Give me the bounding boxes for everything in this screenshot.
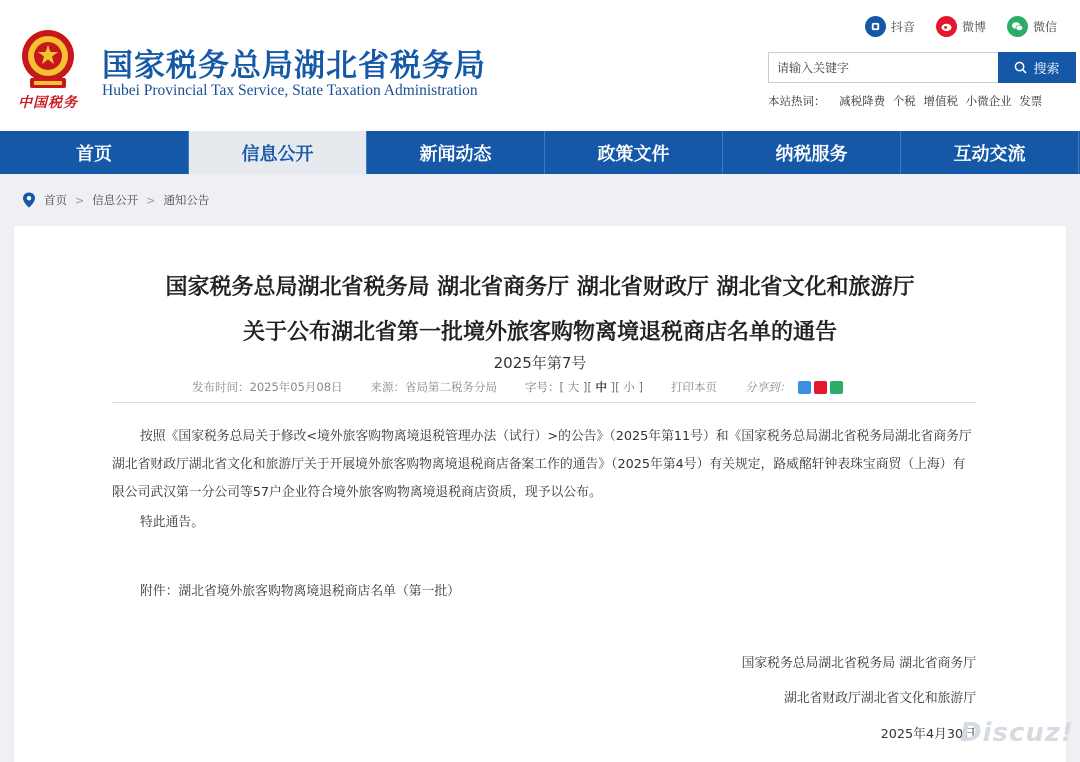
wechat-link[interactable] (1007, 16, 1057, 37)
watermark: Discuz! (960, 718, 1074, 748)
signature-line1: 国家税务总局湖北省税务局 湖北省商务厅 (741, 656, 976, 671)
article-meta: 发布时间：2025年05月08日 来源：省局第二税务分局 字号： [ 大 ] [ 中 ] [ 小 ] 打印本页 分享到： (192, 379, 843, 395)
logo-script: 中国税务 (18, 95, 78, 111)
hot-word[interactable]: 增值税 (923, 94, 958, 108)
location-pin-icon (22, 192, 36, 208)
search-button-label: 搜索 (1033, 62, 1060, 77)
meta-divider (112, 402, 976, 403)
wechat-icon (1007, 16, 1028, 37)
nav-item-news[interactable]: 新闻动态 (367, 131, 545, 174)
article-paragraph: 特此通告。 (140, 515, 204, 530)
hot-words-label: 本站热词： (768, 94, 826, 108)
hot-word[interactable]: 发票 (1019, 94, 1043, 108)
breadcrumb-home[interactable]: 首页 (44, 193, 67, 207)
print-page-link[interactable]: 打印本页 (670, 380, 717, 394)
site-header (0, 0, 1080, 131)
breadcrumb-current[interactable]: 通知公告 (163, 193, 210, 207)
article-title-line2: 关于公布湖北省第一批境外旅客购物离境退税商店名单的通告 (242, 320, 837, 345)
breadcrumb (22, 192, 209, 208)
font-size-label: 字号： (525, 380, 560, 394)
douyin-label: 抖音 (891, 20, 916, 34)
hot-word[interactable]: 个税 (892, 94, 916, 108)
font-size-medium[interactable]: 中 (595, 380, 608, 394)
article-source: 来源：省局第二税务分局 (370, 380, 498, 394)
chevron-right-icon: > (146, 193, 156, 207)
article-panel (14, 226, 1066, 762)
signature-date: 2025年4月30日 (880, 727, 976, 742)
hot-words (768, 93, 1046, 109)
nav-item-info-disclosure[interactable]: 信息公开 (189, 131, 367, 174)
publish-date: 发布时间：2025年05月08日 (192, 380, 343, 394)
document-number: 2025年第7号 (493, 354, 587, 372)
weibo-link[interactable] (936, 16, 986, 37)
main-nav (0, 131, 1080, 174)
hot-word[interactable]: 小微企业 (965, 94, 1012, 108)
site-title[interactable]: 国家税务总局湖北省税务局 (102, 48, 486, 84)
nav-item-home[interactable]: 首页 (0, 131, 189, 174)
signature-line2: 湖北省财政厅湖北省文化和旅游厅 (784, 691, 976, 706)
share-weibo-icon[interactable] (814, 381, 827, 394)
weibo-icon (936, 16, 957, 37)
tax-emblem-icon[interactable] (16, 26, 80, 92)
share-qzone-icon[interactable] (798, 381, 811, 394)
search-button[interactable] (998, 52, 1076, 83)
font-size-small[interactable]: 小 (623, 380, 635, 394)
nav-item-interaction[interactable]: 互动交流 (901, 131, 1079, 174)
breadcrumb-info[interactable]: 信息公开 (92, 193, 139, 207)
article-title-line1: 国家税务总局湖北省税务局 湖北省商务厅 湖北省财政厅 湖北省文化和旅游厅 (165, 275, 915, 300)
site-subtitle: Hubei Provincial Tax Service, State Taxation Administration (102, 82, 478, 99)
nav-item-policy[interactable]: 政策文件 (545, 131, 723, 174)
douyin-icon (865, 16, 886, 37)
search-icon (1014, 61, 1027, 74)
nav-item-tax-service[interactable]: 纳税服务 (723, 131, 901, 174)
search-input[interactable] (768, 52, 999, 83)
attachment-link[interactable]: 附件：湖北省境外旅客购物离境退税商店名单（第一批） (140, 584, 460, 599)
chevron-right-icon: > (75, 193, 85, 207)
article-paragraph: 按照《国家税务总局关于修改<境外旅客购物离境退税管理办法（试行）>的公告》（2025年第11号）和《国家税务总局湖北省税务局湖北省商务厅湖北省财政厅湖北省文化和旅游厅关于开展境外旅客购物离境退税商店备案工作的通告》（2025年第4号）有关规定，路威酩轩钟表珠宝商贸（上海）有限公司武汉第一分公司等57户企业符合境外旅客购物离境退税商店资质，现予以公布。 (112, 429, 972, 500)
font-size-large[interactable]: 大 (567, 380, 580, 394)
share-label: 分享到： (744, 380, 791, 394)
weibo-label: 微博 (962, 20, 987, 34)
share-wechat-icon[interactable] (830, 381, 843, 394)
douyin-link[interactable] (865, 16, 915, 37)
hot-word[interactable]: 减税降费 (839, 94, 886, 108)
wechat-label: 微信 (1033, 20, 1058, 34)
